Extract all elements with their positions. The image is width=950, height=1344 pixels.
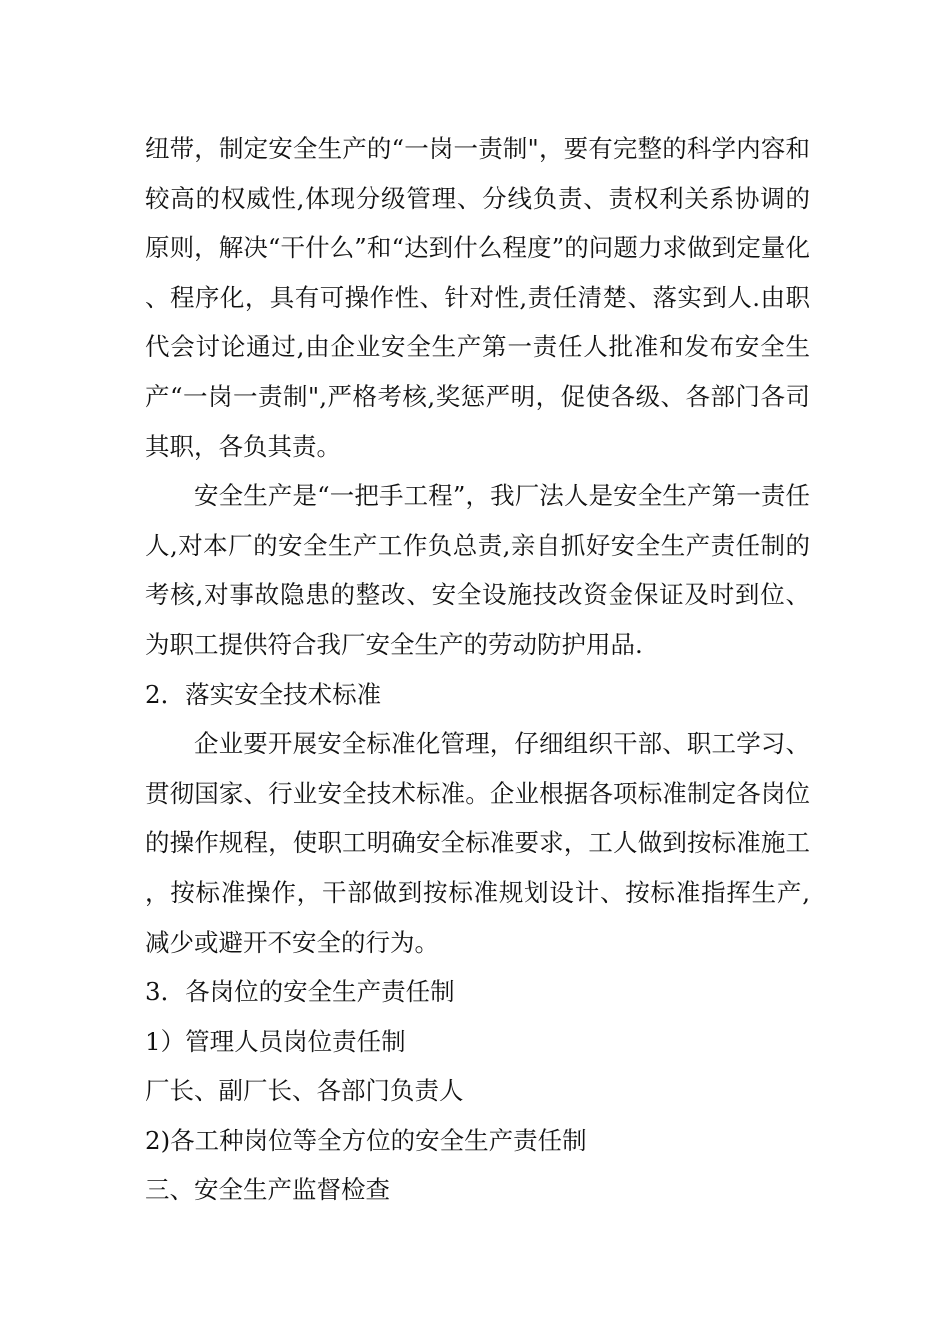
section-heading-supervision: 三、安全生产监督检查 xyxy=(145,1175,390,1205)
subheading-all-trades-responsibility: 2)各工种岗位等全方位的安全生产责任制 xyxy=(145,1125,587,1155)
paragraph-responsibility-system: 纽带，制定安全生产的“一岗一责制"，要有完整的科学内容和较高的权威性,体现分级管理、分线负责、责权利关系协调的原则，解决“干什么”和“达到什么程度”的问题力求做到定量化、程序化，具有可操作性、针对性,责任清楚、落实到人.由职代会讨论通过,由企业安全生产第一责任人批准和发布安全生产“一岗一责制",严格考核,奖惩严明，促使各级、各部门各司其职，各负其责。 xyxy=(145,134,810,461)
section-heading-post-responsibility: 3．各岗位的安全生产责任制 xyxy=(145,977,455,1007)
paragraph-standardization: 企业要开展安全标准化管理，仔细组织干部、职工学习、贯彻国家、行业安全技术标准。企业根据各项标准制定各岗位的操作规程，使职工明确安全标准要求，工人做到按标准施工，按标准操作，干部做到按标准规划设计、按标准指挥生产,减少或避开不安全的行为。 xyxy=(145,729,810,957)
paragraph-top-leader-project: 安全生产是“一把手工程”，我厂法人是安全生产第一责任人,对本厂的安全生产工作负总责,亲自抓好安全生产责任制的考核,对事故隐患的整改、安全设施技改资金保证及时到位、为职工提供符合我厂安全生产的劳动防护用品. xyxy=(145,481,810,659)
document-body xyxy=(145,124,810,1215)
section-heading-safety-standards: 2．落实安全技术标准 xyxy=(145,679,382,709)
paragraph-managers-list: 厂长、副厂长、各部门负责人 xyxy=(145,1076,464,1106)
subheading-management-responsibility: 1）管理人员岗位责任制 xyxy=(145,1026,406,1056)
